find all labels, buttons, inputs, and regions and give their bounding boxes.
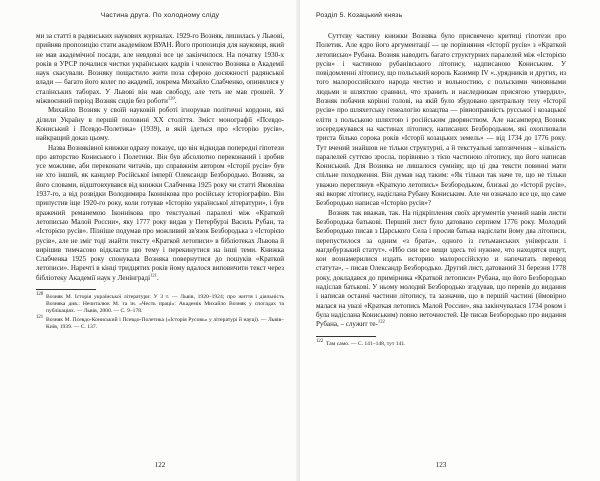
footnote-ref: 120 [167,95,175,101]
left-paragraph-2: Михайло Возняк у своїй науковій роботі ігнорував політичні кордони, які ділили Україну в першій половині XX століття. Зміст монографії «Псевдо-Кониський і Псевдо-Полетика» (1939), в якій ідеться про «Історію русів», найкращий доказ цьому. [36,106,284,143]
right-footnotes [316,338,566,348]
left-paragraph-3: Назва Возняківної книжки одразу показує, що він відкидав попередні гіпотези про авторство Кониського і Полетики. Він був абсолютно переконаний і зробив усе можливе, аби переконати читачів, що справжнім автором «Історії русів» був не хто інший, як канцлер Російської імперії Олександр Безбородько. Возняк, за його словами, відштовхувався від книжки Слабченка 1925 року чи статті Яковліва 1937-го, а від розвідки Володимира Іконнікова про російську історіографію. Він припустив іще 1920-го року, коли готував «Історію української літератури», і був вражений реманемою Іконнікова про текстуальні паралелі між «Краткой летописью Малой России», яку 1777 року видав у Петербурзі Василь Рубан, та «Історією русів». Пізніше подумав про можливий зв'язок Безбородька з «Історією русів», але не зміг тоді знайти тексту «Краткой летописи» в бібліотеках Львова й вирішив тимчасово відкласти цю тему і перекинутися на інші теми. Книжка Слабченка 1925 року спонукала Возняка повернутися до пошуків «Краткой летописи». Наречті в кінці тридцятих років йому вдалося виповичити текст через бібліотеку Академії наук у Ленінграді$^{121}$. [36,143,284,282]
right-body-text [316,32,566,330]
footnote: 120 Возняк М. Історія української літератури: У 3 т. — Львів, 1920–1924; про життя і діяльність Возняка див.: Нечиталюк М. та ін. «Честь праці»: Академік Михайло Возняк у спогадах та публікаціях. — Львів, 2000. — С. 9–178. [36,292,284,315]
footnote-ref: 122 [377,318,385,324]
footnote: 122 Там само. — С. 141–148, тут 141. [316,338,406,347]
footnote-divider [316,336,376,337]
left-page-number: 122 [154,461,166,469]
right-running-head: Розділ 5. Козацький князь [316,12,403,19]
footnote-ref: 121 [150,272,157,278]
left-running-head: Частина друга. По холодному сліду [100,12,220,19]
left-footnotes [36,294,284,332]
right-paragraph-2: Возняк так вважав, так. На підкріплення своїх аргументів учений навів листи Безбородька батькові. Перший лист було датовано серпнем 1776 року. Молодий Безбородько писав з Царського Села і просив батька надіслати йому два літописи, перепустилося за одним «з брата», одного із гетьманських універсали і магдебурзький статут». «Ибо сии все вещи здесь теі нужнее, что находятся ищут, кои вознамерилися издать историю малороссійскую и напечатать перевод статута», – писав Олександр Безбородько. Другий лист, датований 31 березня 1778 року, докладався до примірника «Краткой летописи» Рубана, що його Безбородько надіслав батькові. У ньому молодий Безбородько згадував, що перевів до видання і написав останні частини літопису, та зазначив, що в першій частині (ймовірно малася на увазі «Краткая летопись Малой России», яка закінчувалася 1734 роком і була надіслана Кониським) повно неточностей. Це писав Безбородько про видання Рубана, – служит те-$^{122}$ [316,208,566,329]
footnote-divider [36,289,96,290]
right-page [300,0,600,481]
right-page-number: 123 [435,461,447,469]
left-paragraph-1: ми за статті в радянських наукових журналах. 1929-го Возняк, лишилась у Львові, прийняв пропозицію стати академіком ВУАН. Його пропозиція для науковця, який не мав академічної посади, але невдовзі все це закінчилося. На початку 1930-х років в УРСР почалися чистки українських кадрів і членство Возняка в Академії наук скасували. Возняку пощастило жити поза сферою досяжності радянської влади — багато його колег по академії, зокрема Михайло Слабченко, опинилися у сталінських таборах. У Львові він мав свободу, але теть не мав грошей. У міжвоєнний період Возняк сидів без роботи$^{120}$. [36,32,284,106]
right-paragraph-1: Суттєву частину книжки Возняка було присвячено критиці гіпотези про Полетик. Але ядро його аргументації — це порівняння «Історії русів» з «Краткой летописью» Рубана. Возняк наводить багато структурних паралелей між «Історією русів» і частиною рубанівського літопису, надписаною Кониським. У повідомленні літопису, що польський король Казимир IV «..урядників и других, из того малороссийского народа честно и вольностию, с польскими чиновными людьми и шляхтою сравнил, что хранить и наследникам присягою утвердил», Возняк побачив корінні голові, на якій було збудовано центральну тезу «Історії русів» про шляхетську генеалогію козацтва — рівноправність русської і козацької еліти з польською шляхтою і російським дворянством. Але насамперед Возняк зосереджувався на частинах літопису, написаних Безбородьком, які охоплювали триста білько сорока років «Історії козацьких земель» — від 1734 до 1776 року. Тут вчений знайшов не тільки структурні, а й текстуальні запозичення – кількість паралелей суттєво зросла, порівняно з тією частиною літопису, що його написав Кониський. Для Возняка не лишалося сумніву, що ці два тексти повинні мати спільне походження. Він думав над таким: «Як тільки так наче те, що не тільки уважно переглянув «Краткую летопись» Безбородьком, близькі до «Історії русів», які вкоряє літопису, надіслана Рубану Кониським. Але чи означало все це, що саме Безбородько написав «Історію русів»? [316,32,566,208]
left-body-text [36,32,284,283]
footnote: 121 Возняк М. Псевдо-Кониський і Псевдо-Полетика («Історія Русовь» у літературі й науці). — Львів–Київ, 1939. — С. 137. [36,315,284,331]
